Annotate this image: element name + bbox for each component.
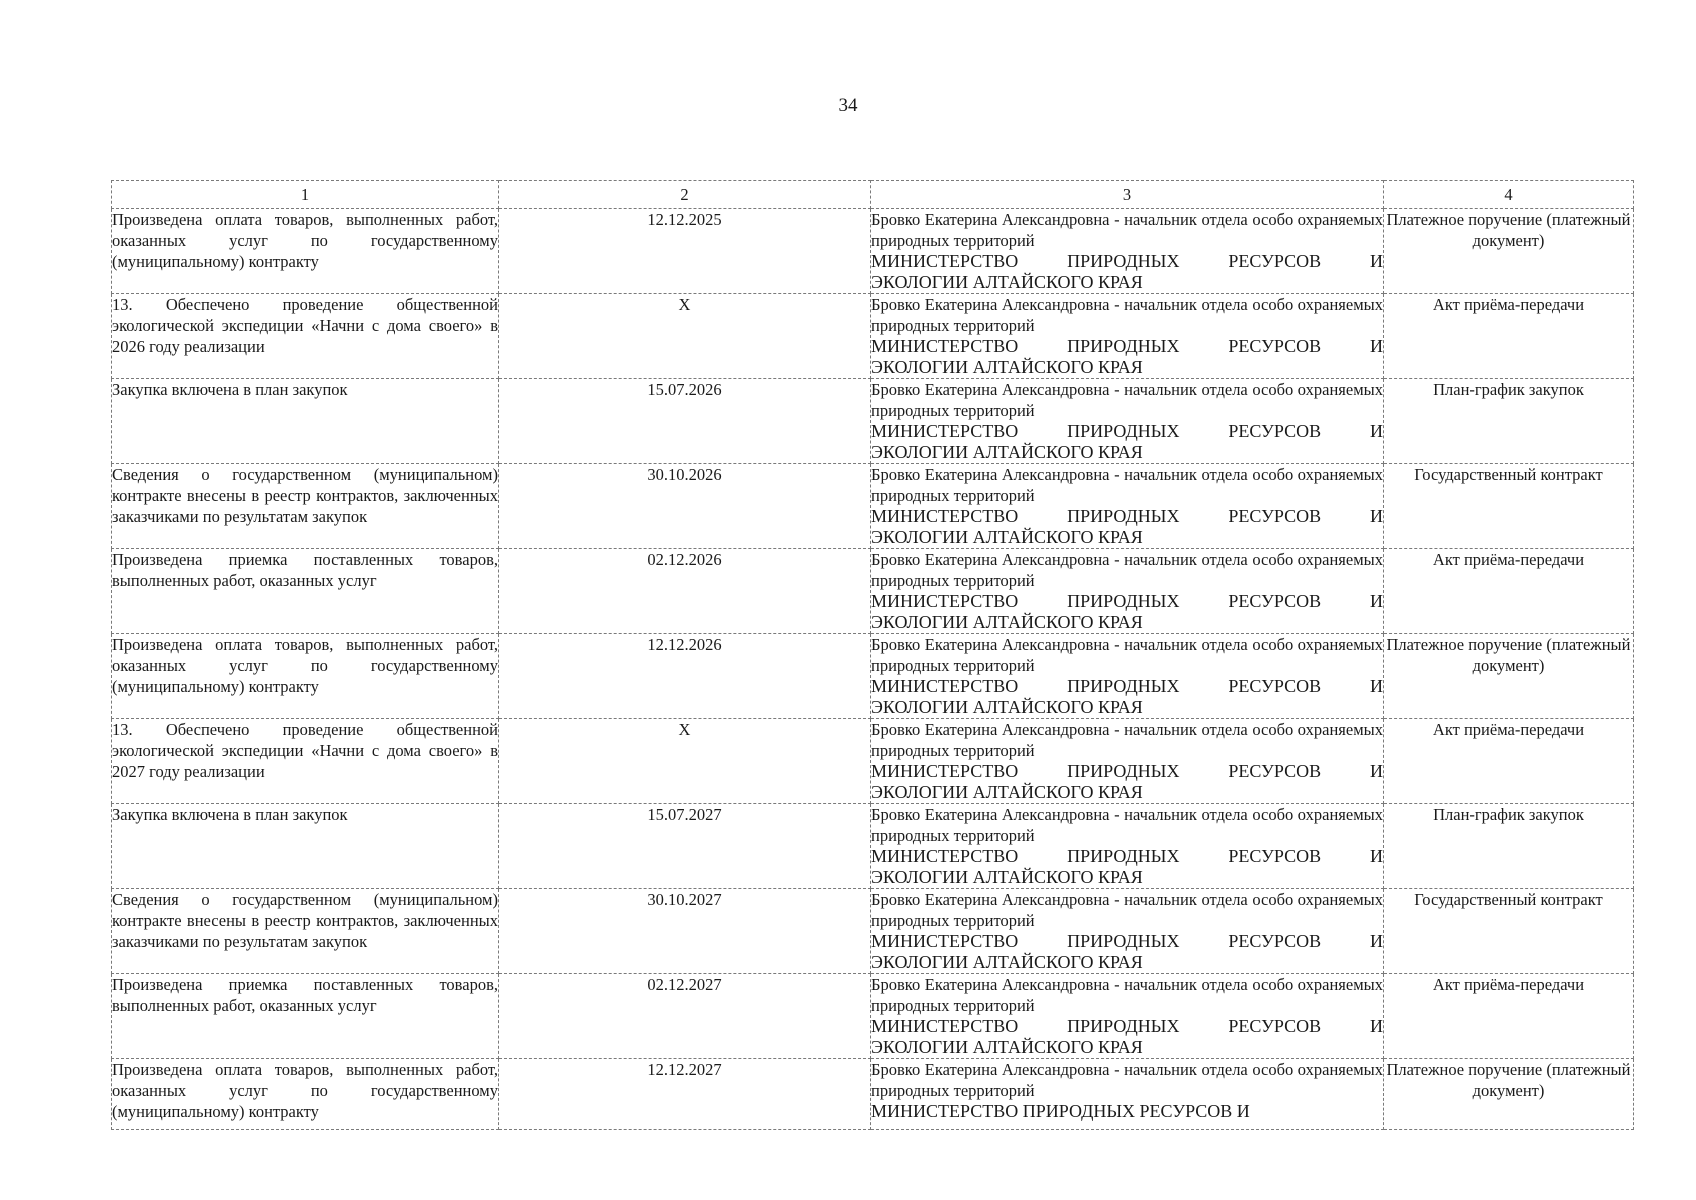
table-row xyxy=(112,1059,1634,1130)
ministry-name-line-1: МИНИСТЕРСТВО ПРИРОДНЫХ РЕСУРСОВ И xyxy=(871,846,1383,866)
ministry-name-line-1: МИНИСТЕРСТВО ПРИРОДНЫХ РЕСУРСОВ И xyxy=(871,506,1383,526)
schedule-table xyxy=(111,180,1634,1130)
responsible-cell xyxy=(871,549,1384,634)
event-cell: Сведения о государственном (муниципальном) контракте внесены в реестр контрактов, заключенных заказчиками по результатам закупок xyxy=(112,464,499,549)
responsible-person: Бровко Екатерина Александровна - начальник отдела особо охраняемых природных территорий xyxy=(871,975,1383,1015)
responsible-person: Бровко Екатерина Александровна - начальник отдела особо охраняемых природных территорий xyxy=(871,720,1383,760)
ministry-name-line-2: ЭКОЛОГИИ АЛТАЙСКОГО КРАЯ xyxy=(871,612,1143,632)
responsible-person: Бровко Екатерина Александровна - начальник отдела особо охраняемых природных территорий xyxy=(871,465,1383,505)
date-cell: 30.10.2027 xyxy=(499,889,871,974)
table-row xyxy=(112,464,1634,549)
document-cell: Акт приёма-передачи xyxy=(1384,549,1634,634)
event-cell: 13. Обеспечено проведение общественной экологической экспедиции «Начни с дома своего» в 2027 году реализации xyxy=(112,719,499,804)
document-cell: План-график закупок xyxy=(1384,379,1634,464)
document-cell: Платежное поручение (платежный документ) xyxy=(1384,1059,1634,1130)
ministry-name-line-2: ЭКОЛОГИИ АЛТАЙСКОГО КРАЯ xyxy=(871,867,1143,887)
document-cell: План-график закупок xyxy=(1384,804,1634,889)
date-cell: 12.12.2026 xyxy=(499,634,871,719)
column-header-1: 1 xyxy=(112,181,499,209)
responsible-cell xyxy=(871,889,1384,974)
event-cell: Сведения о государственном (муниципальном) контракте внесены в реестр контрактов, заключенных заказчиками по результатам закупок xyxy=(112,889,499,974)
ministry-name-line-1: МИНИСТЕРСТВО ПРИРОДНЫХ РЕСУРСОВ И xyxy=(871,421,1383,441)
document-cell: Платежное поручение (платежный документ) xyxy=(1384,634,1634,719)
table-row xyxy=(112,549,1634,634)
table-row xyxy=(112,634,1634,719)
date-cell: 02.12.2027 xyxy=(499,974,871,1059)
table-row xyxy=(112,719,1634,804)
column-header-4: 4 xyxy=(1384,181,1634,209)
responsible-person: Бровко Екатерина Александровна - начальник отдела особо охраняемых природных территорий xyxy=(871,380,1383,420)
event-cell: Произведена приемка поставленных товаров, выполненных работ, оказанных услуг xyxy=(112,549,499,634)
event-cell: Закупка включена в план закупок xyxy=(112,379,499,464)
ministry-name-line-2: ЭКОЛОГИИ АЛТАЙСКОГО КРАЯ xyxy=(871,442,1143,462)
ministry-name-line-2: ЭКОЛОГИИ АЛТАЙСКОГО КРАЯ xyxy=(871,357,1143,377)
responsible-person: Бровко Екатерина Александровна - начальник отдела особо охраняемых природных территорий xyxy=(871,805,1383,845)
column-header-2: 2 xyxy=(499,181,871,209)
ministry-name-line-2: ЭКОЛОГИИ АЛТАЙСКОГО КРАЯ xyxy=(871,272,1143,292)
document-cell: Акт приёма-передачи xyxy=(1384,974,1634,1059)
table-row xyxy=(112,974,1634,1059)
ministry-name-line-2: ЭКОЛОГИИ АЛТАЙСКОГО КРАЯ xyxy=(871,527,1143,547)
event-cell: Произведена приемка поставленных товаров, выполненных работ, оказанных услуг xyxy=(112,974,499,1059)
ministry-name-line-1: МИНИСТЕРСТВО ПРИРОДНЫХ РЕСУРСОВ И xyxy=(871,676,1383,696)
date-cell: 12.12.2025 xyxy=(499,209,871,294)
ministry-name-line-1: МИНИСТЕРСТВО ПРИРОДНЫХ РЕСУРСОВ И xyxy=(871,591,1383,611)
table-row xyxy=(112,379,1634,464)
document-cell: Акт приёма-передачи xyxy=(1384,294,1634,379)
responsible-cell xyxy=(871,379,1384,464)
event-cell: Произведена оплата товаров, выполненных работ, оказанных услуг по государственному (муниципальному) контракту xyxy=(112,1059,499,1130)
responsible-cell xyxy=(871,719,1384,804)
ministry-name-line-2: ЭКОЛОГИИ АЛТАЙСКОГО КРАЯ xyxy=(871,1037,1143,1057)
ministry-name-line-2: ЭКОЛОГИИ АЛТАЙСКОГО КРАЯ xyxy=(871,697,1143,717)
responsible-person: Бровко Екатерина Александровна - начальник отдела особо охраняемых природных территорий xyxy=(871,210,1383,250)
ministry-name-line-1: МИНИСТЕРСТВО ПРИРОДНЫХ РЕСУРСОВ И xyxy=(871,1101,1250,1121)
column-number-row xyxy=(112,181,1634,209)
table-row xyxy=(112,294,1634,379)
table-row xyxy=(112,804,1634,889)
ministry-name-line-1: МИНИСТЕРСТВО ПРИРОДНЫХ РЕСУРСОВ И xyxy=(871,761,1383,781)
ministry-name-line-1: МИНИСТЕРСТВО ПРИРОДНЫХ РЕСУРСОВ И xyxy=(871,336,1383,356)
responsible-cell xyxy=(871,464,1384,549)
responsible-person: Бровко Екатерина Александровна - начальник отдела особо охраняемых природных территорий xyxy=(871,635,1383,675)
responsible-person: Бровко Екатерина Александровна - начальник отдела особо охраняемых природных территорий xyxy=(871,550,1383,590)
responsible-person: Бровко Екатерина Александровна - начальник отдела особо охраняемых природных территорий xyxy=(871,295,1383,335)
ministry-name-line-2: ЭКОЛОГИИ АЛТАЙСКОГО КРАЯ xyxy=(871,952,1143,972)
page-number: 34 xyxy=(838,95,858,116)
ministry-name-line-1: МИНИСТЕРСТВО ПРИРОДНЫХ РЕСУРСОВ И xyxy=(871,931,1383,951)
responsible-person: Бровко Екатерина Александровна - начальник отдела особо охраняемых природных территорий xyxy=(871,890,1383,930)
document-cell: Государственный контракт xyxy=(1384,464,1634,549)
table-row xyxy=(112,209,1634,294)
date-cell: 12.12.2027 xyxy=(499,1059,871,1130)
date-cell: 30.10.2026 xyxy=(499,464,871,549)
responsible-cell xyxy=(871,804,1384,889)
document-cell: Государственный контракт xyxy=(1384,889,1634,974)
date-cell: 15.07.2026 xyxy=(499,379,871,464)
responsible-cell xyxy=(871,974,1384,1059)
responsible-cell xyxy=(871,209,1384,294)
responsible-person: Бровко Екатерина Александровна - начальник отдела особо охраняемых природных территорий xyxy=(871,1060,1383,1100)
date-cell: X xyxy=(499,719,871,804)
event-cell: Произведена оплата товаров, выполненных работ, оказанных услуг по государственному (муниципальному) контракту xyxy=(112,209,499,294)
ministry-name-line-1: МИНИСТЕРСТВО ПРИРОДНЫХ РЕСУРСОВ И xyxy=(871,1016,1383,1036)
ministry-name-line-1: МИНИСТЕРСТВО ПРИРОДНЫХ РЕСУРСОВ И xyxy=(871,251,1383,271)
event-cell: Произведена оплата товаров, выполненных работ, оказанных услуг по государственному (муниципальному) контракту xyxy=(112,634,499,719)
table-row xyxy=(112,889,1634,974)
document-cell: Акт приёма-передачи xyxy=(1384,719,1634,804)
document-cell: Платежное поручение (платежный документ) xyxy=(1384,209,1634,294)
event-cell: Закупка включена в план закупок xyxy=(112,804,499,889)
responsible-cell xyxy=(871,634,1384,719)
responsible-cell xyxy=(871,1059,1384,1130)
ministry-name-line-2: ЭКОЛОГИИ АЛТАЙСКОГО КРАЯ xyxy=(871,782,1143,802)
column-header-3: 3 xyxy=(871,181,1384,209)
date-cell: 02.12.2026 xyxy=(499,549,871,634)
date-cell: 15.07.2027 xyxy=(499,804,871,889)
date-cell: X xyxy=(499,294,871,379)
event-cell: 13. Обеспечено проведение общественной экологической экспедиции «Начни с дома своего» в 2026 году реализации xyxy=(112,294,499,379)
responsible-cell xyxy=(871,294,1384,379)
